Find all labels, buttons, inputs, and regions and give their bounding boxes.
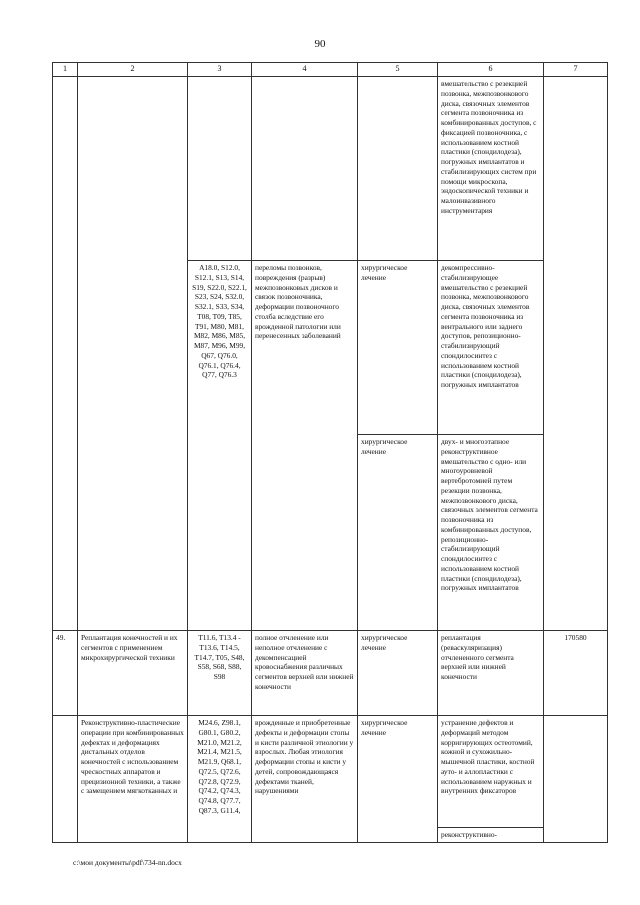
header-col-2: 2 [78,63,188,77]
header-col-5: 5 [358,63,438,77]
table-cell-diagnosis: врожденные и приобретенные дефекты и деформации стопы и кисти различной этиологии у взрослых. Любая этиология деформации стопы и кисти у детей, сопровождающаяся дефектами тканей, нарушениями [252,716,358,843]
table-cell-codes: A18.0, S12.0, S12.1, S13, S14, S19, S22.0, S22.1, S23, S24, S32.0, S32.1, S33, S34, T08, T09, T85, T91, M80, M81, M82, M86, M85, M87, M96, M99, Q67, Q76.0, Q76.1, Q76.4, Q77, Q76.3 [188,261,252,631]
table-cell-method: реконструктивно- [438,828,544,843]
table-cell-treatment: хирургическое лечение [358,261,438,435]
header-row [53,63,608,77]
table-cell-method: реплантация (реваскуляризация) отчлененного сегмента верхней или нижней конечности [438,631,544,716]
table-cell-method: двух- и многоэтапное реконструктивное вмешательство с одно- или многоуровневой вертебротомией путем резекции позвонка, межпозвонкового диска, связочных элементов сегмента позвоночника из комбинированных доступов, репозиционно-стабилизирующий спондилосинтез с использованием костной пластики (спондилодеза), погружных имплантатов [438,435,544,631]
file-path-footer: c:\мои документы\pdf\734-nn.docx [73,858,182,867]
header-col-6: 6 [438,63,544,77]
table-cell-method: декомпрессивно-стабилизирующее вмешательство с резекцией позвонка, межпозвонкового диска, связочных элементов сегмента позвоночника из вентрального или заднего доступов, репозиционно-стабилизирующий спондилосинтез с использованием костной пластики (спондилодеза), погружных имплантатов [438,261,544,435]
table-cell [53,77,78,631]
table-cell [53,716,78,843]
header-col-1: 1 [53,63,78,77]
table-cell [358,77,438,261]
table-cell-treatment: хирургическое лечение [358,716,438,843]
services-table [52,62,608,843]
header-col-7: 7 [544,63,608,77]
table-cell-codes: T11.6, T13.4 - T13.6, T14.5, T14.7, T05, S48, S58, S68, S88, S98 [188,631,252,716]
table-row [53,716,608,828]
table-cell [252,77,358,261]
table-cell-codes: M24.6, Z98.1, G80.1, G80.2, M21.0, M21.2, M21.4, M21.5, M21.9, Q68.1, Q72.5, Q72.6, Q72.8, Q72.9, Q74.2, Q74.3, Q74.8, Q77.7, Q87.3, G11.4, [188,716,252,843]
table-cell-method: устранение дефектов и деформаций методом корригирующих остеотомий, кожной и сухожильно-мышечной пластики, костной ауто- и аллопластики с использованием наружных и внутренних фиксаторов [438,716,544,828]
header-col-3: 3 [188,63,252,77]
header-col-4: 4 [252,63,358,77]
page-number: 90 [314,38,326,50]
table-cell [544,77,608,631]
table-cell-number: 49. [53,631,78,716]
table-cell-cost: 170580 [544,631,608,716]
table-cell-method: вмешательство с резекцией позвонка, межпозвонкового диска, связочных элементов сегмента позвоночника из комбинированных доступов, с фиксацией позвоночника, с использованием костной пластики (спондилодеза), погружных имплантатов и стабилизирующих систем при помощи микроскопа, эндоскопической техники и малоинвазивного инструментария [438,77,544,261]
table-cell-name: Реплантация конечностей и их сегментов с применением микрохирургической техники [78,631,188,716]
table-cell-treatment: хирургическое лечение [358,435,438,631]
table-cell-diagnosis: переломы позвонков, повреждения (разрыв) межпозвонковых дисков и связок позвоночника, деформации позвоночного столба вследствие его врожденной патологии или перенесенных заболеваний [252,261,358,631]
table-row [53,77,608,261]
table-cell [78,77,188,631]
table-row [53,631,608,716]
table-cell-diagnosis: полное отчленение или неполное отчленение с декомпенсацией кровоснабжения различных сегментов верхней или нижней конечности [252,631,358,716]
table-cell [188,77,252,261]
table-cell [544,716,608,843]
table-cell-name: Реконструктивно-пластические операции при комбинированных дефектах и деформациях дистальных отделов конечностей с использованием чрескостных аппаратов и прецизионной техники, а также с замещением мягкотканных и [78,716,188,843]
table-cell-treatment: хирургическое лечение [358,631,438,716]
